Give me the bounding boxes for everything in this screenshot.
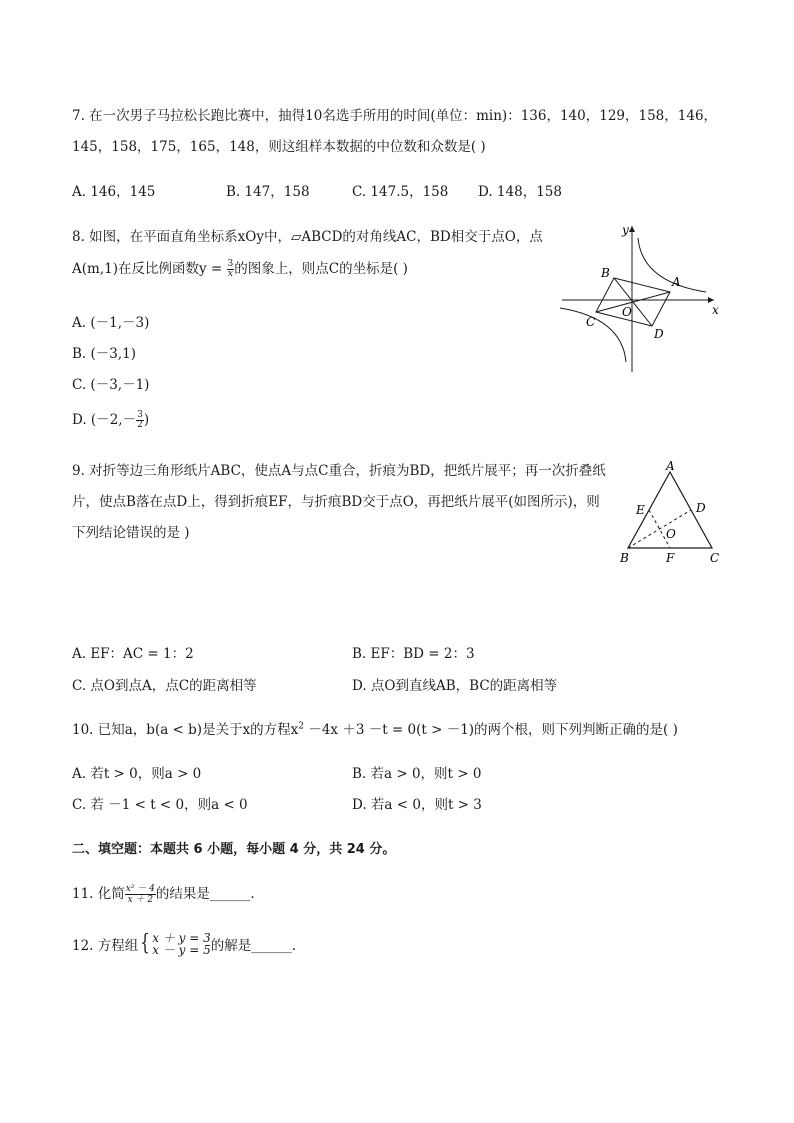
q9-option-b[interactable]: B. EF：BD = 2：3: [352, 646, 475, 662]
q9-label-o: O: [666, 527, 676, 541]
q10-stem-part2: －4x ＋3 －t = 0(t > －1)的两个根，则下列判断正确的是( ): [304, 722, 678, 738]
q9-stem-line1: 9. 对折等边三角形纸片ABC，使点A与点C重合，折痕为BD，把纸片展平；再一次折叠纸: [72, 463, 606, 479]
q8-stem-line2-suffix: 的图象上，则点C的坐标是( ): [234, 261, 408, 277]
q10-option-d[interactable]: D. 若a < 0，则t > 3: [352, 797, 482, 813]
q12-stem: [72, 932, 296, 956]
q9-stem-line2: 片，使点B落在点D上，得到折痕EF，与折痕BD交于点O，再把纸片展平(如图所示)，则: [72, 494, 600, 510]
q8-label-a: A: [672, 275, 681, 289]
q10-option-c[interactable]: C. 若 －1 < t < 0，则a < 0: [72, 797, 248, 813]
q11-numerator: x² － 4: [125, 884, 155, 894]
q8-option-d-prefix: D. (－2,－: [72, 412, 137, 428]
q8-label-b: B: [601, 266, 610, 280]
q7-stem-line1: 7. 在一次男子马拉松长跑比赛中，抽得10名选手所用的时间(单位：min)：136，140，129，158，146，: [72, 108, 718, 124]
q8-label-y: y: [622, 223, 629, 237]
q12-equation-1: x ＋ y = 3: [152, 931, 211, 945]
q8-fraction-denominator: x: [227, 269, 233, 279]
q7-option-d[interactable]: D. 148，158: [478, 184, 562, 200]
q8-option-b[interactable]: B. (－3,1): [72, 346, 137, 362]
q9-label-b: B: [620, 551, 629, 565]
q7-option-a[interactable]: A. 146，145: [72, 184, 156, 200]
q9-label-e: E: [636, 503, 645, 517]
section-heading: 二、填空题：本题共 6 小题，每小题 4 分，共 24 分。: [72, 842, 396, 857]
q9-stem-line3: 下列结论错误的是 ): [72, 525, 190, 541]
q10-stem-part1: 10. 已知a，b(a < b)是关于x的方程x: [72, 722, 299, 738]
q8-diagonal-bd: [614, 278, 652, 326]
q8-fraction-numerator: 3: [227, 259, 234, 269]
q9-label-f: F: [666, 551, 675, 565]
q12-equation-2: x － y = 5: [152, 943, 211, 957]
q8-figure: [556, 220, 726, 380]
q9-option-c[interactable]: C. 点O到点A，点C的距离相等: [72, 678, 257, 694]
q11-prefix: 11. 化简: [72, 886, 125, 902]
q7-option-c[interactable]: C. 147.5，158: [352, 184, 449, 200]
q12-suffix: 的解是______.: [210, 938, 297, 954]
q8-label-c: C: [586, 315, 596, 329]
q8-option-d-suffix: ): [143, 412, 150, 428]
q9-option-a[interactable]: A. EF：AC = 1：2: [72, 646, 194, 662]
q9-figure: [614, 456, 730, 568]
q8-option-c[interactable]: C. (－3,－1): [72, 377, 150, 393]
q8-option-d-numerator: 3: [137, 410, 143, 420]
q7-option-b[interactable]: B. 147，158: [226, 184, 310, 200]
q8-label-o: O: [622, 305, 632, 319]
q8-option-d-fraction: [136, 411, 144, 430]
q9-option-d[interactable]: D. 点O到直线AB，BC的距离相等: [352, 678, 558, 694]
q11-stem: [72, 882, 255, 905]
q10-option-b[interactable]: B. 若a > 0，则t > 0: [352, 766, 482, 782]
q8-label-d: D: [654, 327, 664, 341]
q8-stem-line2-prefix: A(m,1)在反比例函数y =: [72, 261, 227, 277]
q10-stem: [72, 718, 678, 738]
q11-fraction: [125, 884, 156, 905]
q7-stem-line2: 145，158，175，165，148，则这组样本数据的中位数和众数是( ): [72, 139, 486, 155]
q9-label-c: C: [710, 551, 720, 565]
q12-prefix: 12. 方程组: [72, 938, 139, 954]
q8-option-a[interactable]: A. (－1,－3): [72, 315, 150, 331]
q10-option-a[interactable]: A. 若t > 0，则a > 0: [72, 766, 202, 782]
q12-brace: {: [140, 931, 151, 956]
q11-suffix: 的结果是______.: [155, 886, 255, 902]
q8-option-d[interactable]: [72, 408, 149, 430]
q8-label-x: x: [712, 303, 719, 317]
q8-stem-line2: [72, 257, 408, 279]
q11-denominator: x ＋ 2: [127, 895, 154, 905]
q8-option-d-denominator: 2: [137, 420, 143, 430]
q8-stem-line1: 8. 如图，在平面直角坐标系xOy中，▱ABCD的对角线AC，BD相交于点O，点: [72, 229, 543, 245]
q12-system: [152, 932, 211, 956]
q9-label-a: A: [666, 459, 675, 473]
q9-label-d: D: [696, 501, 706, 515]
q10-superscript: 2: [298, 721, 305, 732]
